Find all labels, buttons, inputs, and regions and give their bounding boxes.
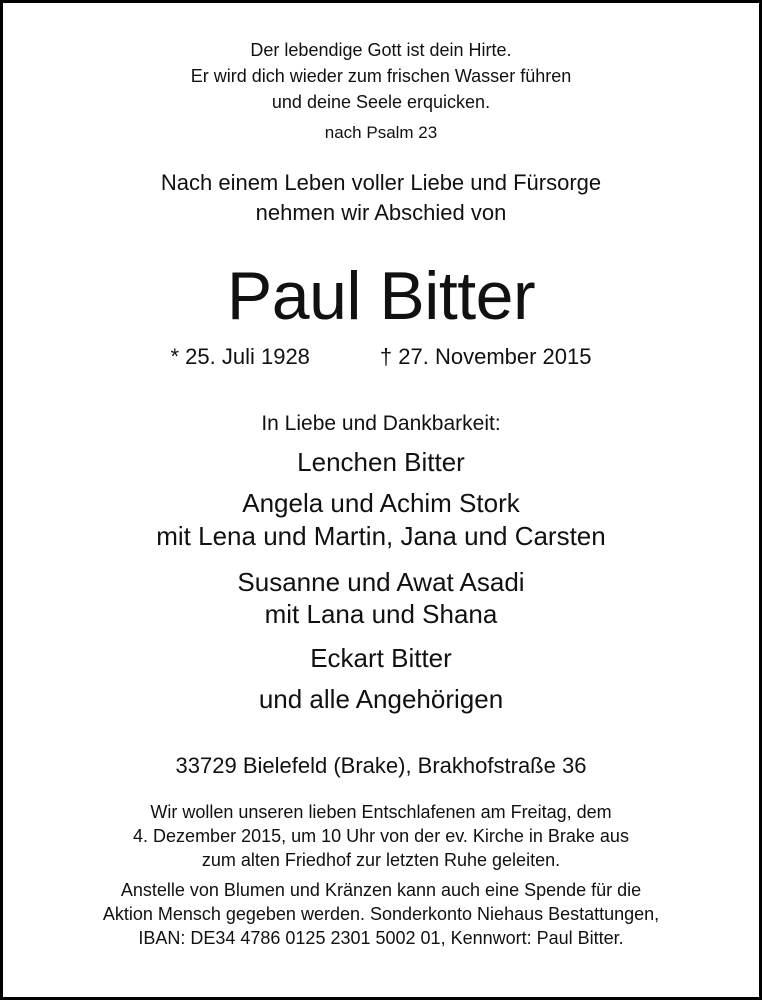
- birth-date: * 25. Juli 1928: [170, 344, 310, 369]
- donation-line: Aktion Mensch gegeben werden. Sonderkonto Niehaus Bestattungen,: [102, 904, 660, 924]
- mourners-label: In Liebe und Dankbarkeit:: [261, 412, 501, 435]
- psalm-line: Er wird dich wieder zum frischen Wasser führen: [190, 66, 572, 86]
- life-dates: [3, 344, 759, 370]
- funeral-line: zum alten Friedhof zur letzten Ruhe geleiten.: [201, 850, 561, 870]
- mourner-line: Susanne und Awat Asadi: [237, 567, 525, 597]
- death-date: † 27. November 2015: [379, 344, 592, 369]
- intro-line: nehmen wir Abschied von: [255, 200, 507, 225]
- intro-line: Nach einem Leben voller Liebe und Fürsorge: [160, 170, 602, 195]
- deceased-name: Paul Bitter: [226, 258, 536, 334]
- mourner-line: Angela und Achim Stork: [242, 488, 520, 518]
- mourner-line: und alle Angehörigen: [258, 684, 504, 714]
- donation-line: Anstelle von Blumen und Kränzen kann auch eine Spende für die: [120, 880, 642, 900]
- donation-line: IBAN: DE34 4786 0125 2301 5002 01, Kennwort: Paul Bitter.: [138, 928, 624, 948]
- mourner-line: Eckart Bitter: [310, 643, 452, 673]
- mourner-line: Lenchen Bitter: [297, 447, 465, 477]
- psalm-line: und deine Seele erquicken.: [271, 92, 491, 112]
- mourner-line: mit Lena und Martin, Jana und Carsten: [156, 521, 606, 551]
- psalm-line: Der lebendige Gott ist dein Hirte.: [250, 40, 512, 60]
- psalm-source: nach Psalm 23: [324, 123, 438, 142]
- mourner-line: mit Lana und Shana: [264, 599, 498, 629]
- funeral-line: 4. Dezember 2015, um 10 Uhr von der ev. Kirche in Brake aus: [133, 826, 629, 846]
- address: 33729 Bielefeld (Brake), Brakhofstraße 36: [175, 753, 587, 778]
- funeral-line: Wir wollen unseren lieben Entschlafenen am Freitag, dem: [150, 802, 612, 822]
